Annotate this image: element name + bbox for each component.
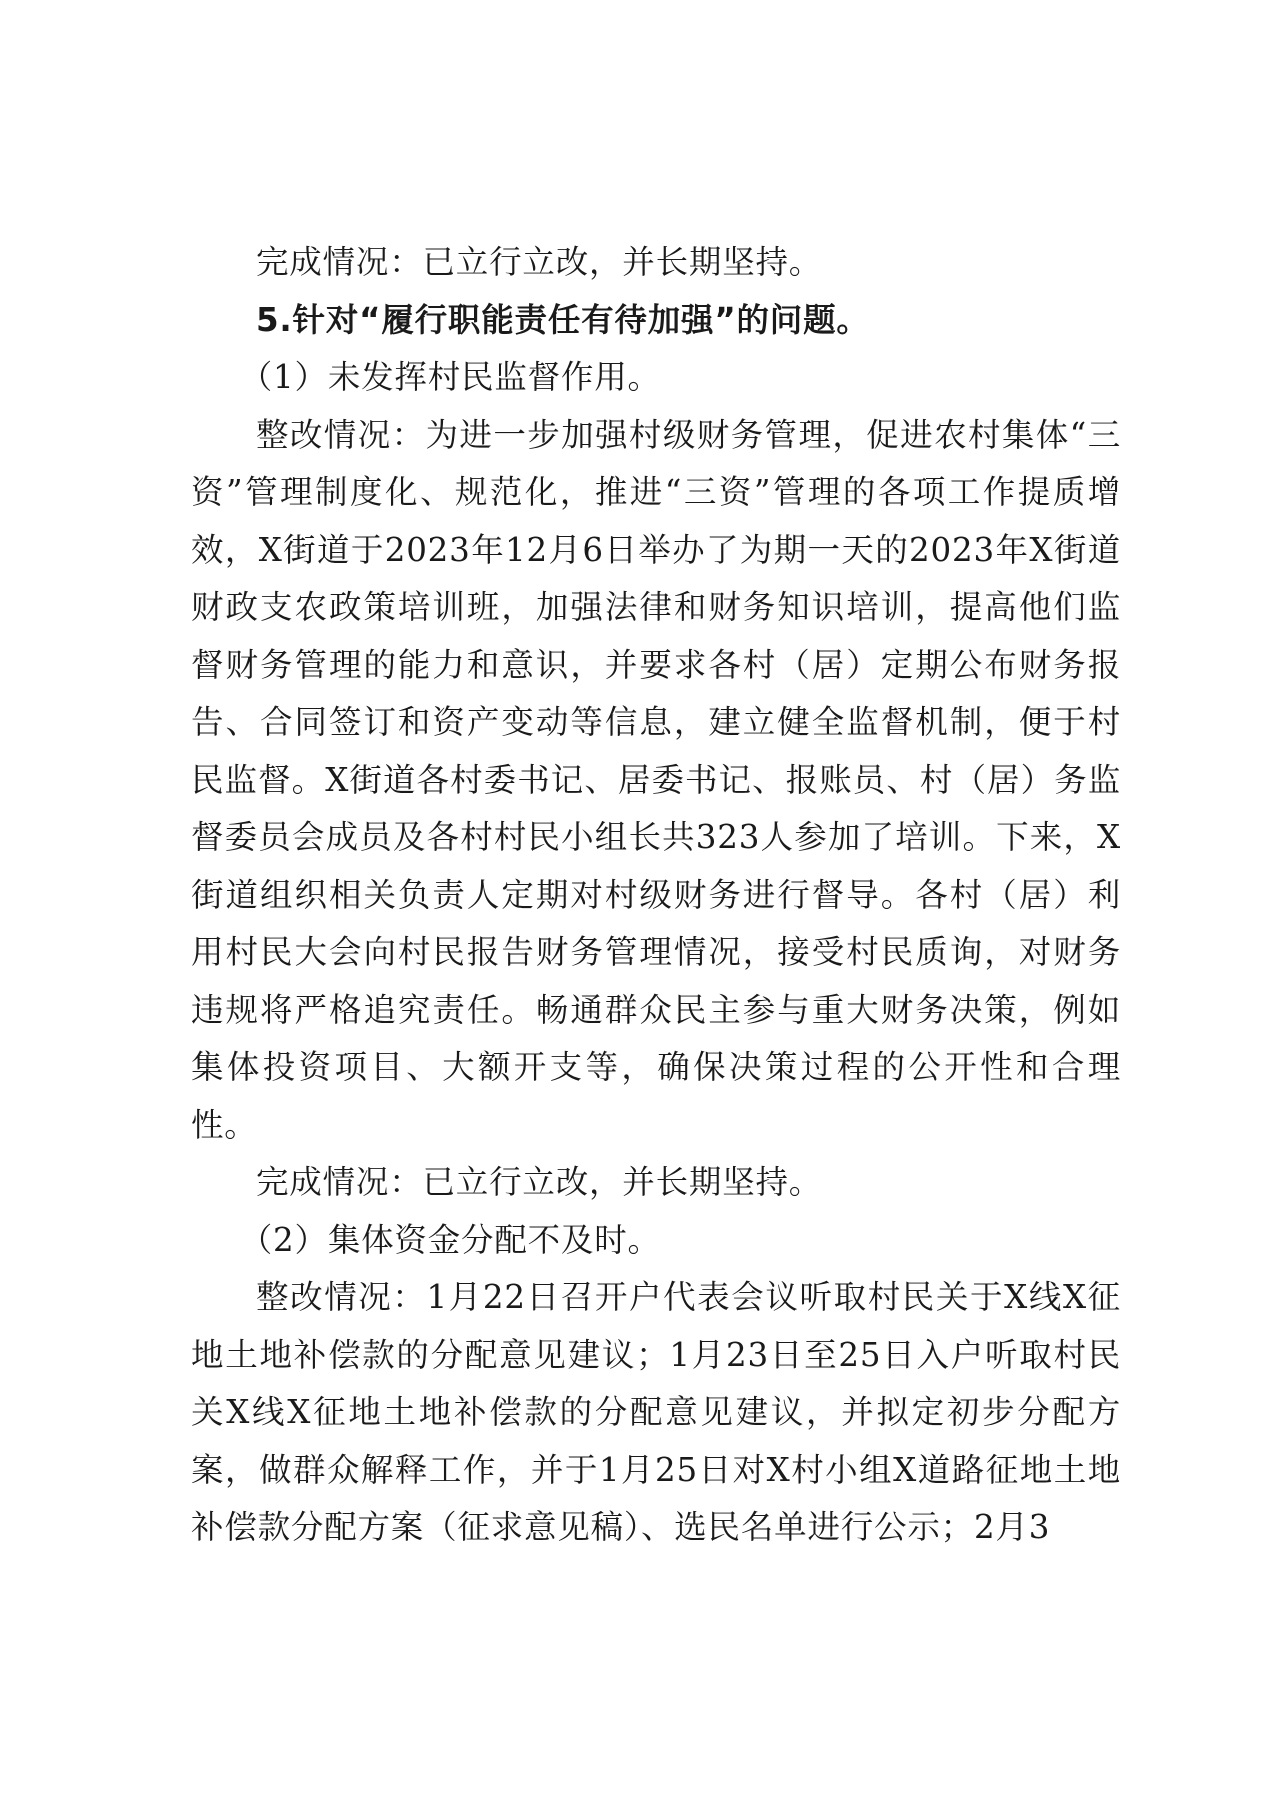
rectification-paragraph-2: 整改情况：1月22日召开户代表会议听取村民关于X线X征地土地补偿款的分配意见建议；1月23日至25日入户听取村民关X线X征地土地补偿款的分配意见建议，并拟定初步分配方案，做群众解释工作，并于1月25日对X村小组X道路征地土地补偿款分配方案（征求意见稿）、选民名单进行公示；2月3 [191,1278,1121,1546]
document-body [191,234,1121,1557]
subsection-heading-1: （1）未发挥村民监督作用。 [239,358,661,396]
completion-status-1: 完成情况：已立行立改，并长期坚持。 [256,243,823,281]
rectification-paragraph-1: 整改情况：为进一步加强村级财务管理，促进农村集体“三资”管理制度化、规范化，推进“三资”管理的各项工作提质增效，X街道于2023年12月6日举办了为期一天的2023年X街道财政支农政策培训班，加强法律和财务知识培训，提高他们监督财务管理的能力和意识，并要求各村（居）定期公布财务报告、合同签订和资产变动等信息，建立健全监督机制，便于村民监督。X街道各村委书记、居委书记、报账员、村（居）务监督委员会成员及各村村民小组长共323人参加了培训。下来，X街道组织相关负责人定期对村级财务进行督导。各村（居）利用村民大会向村民报告财务管理情况，接受村民质询，对财务违规将严格追究责任。畅通群众民主参与重大财务决策，例如集体投资项目、大额开支等，确保决策过程的公开性和合理性。 [191,415,1121,1144]
subsection-heading-2: （2）集体资金分配不及时。 [239,1220,661,1259]
completion-status-2: 完成情况：已立行立改，并长期坚持。 [256,1163,823,1201]
section-heading-5: 5.针对“履行职能责任有待加强”的问题。 [256,300,870,339]
